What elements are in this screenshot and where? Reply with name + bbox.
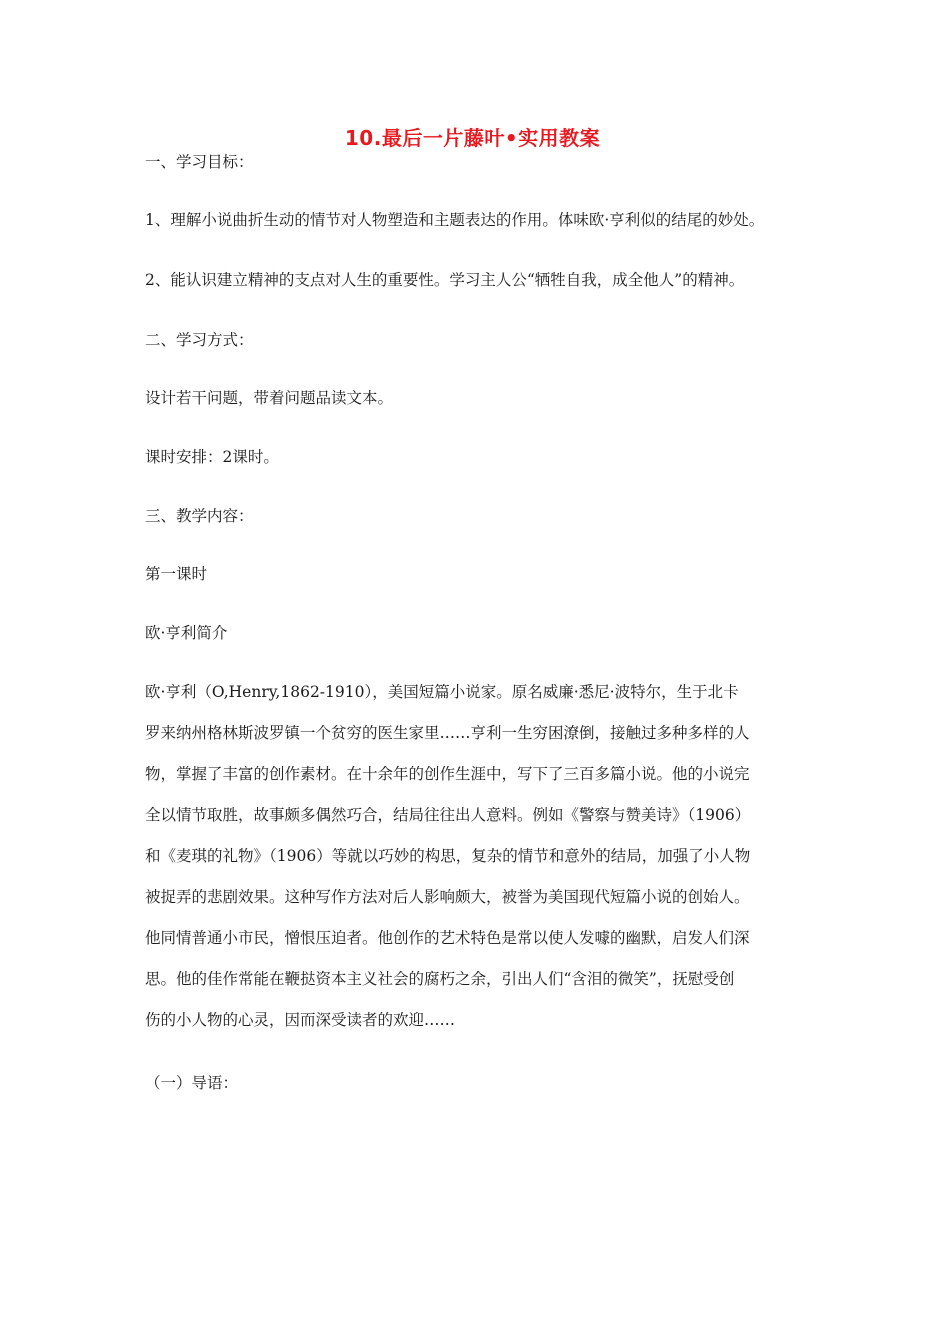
author-intro-paragraph xyxy=(145,672,810,1041)
paragraph-line: 全以情节取胜，故事颇多偶然巧合，结局往往出人意料。例如《警察与赞美诗》（1906） xyxy=(145,806,751,824)
paragraph-line: 罗来纳州格林斯波罗镇一个贫穷的医生家里……亨利一生穷困潦倒，接触过多种多样的人 xyxy=(145,724,750,742)
paragraph-line: 他同情普通小市民，憎恨压迫者。他创作的艺术特色是常以使人发噱的幽默，启发人们深 xyxy=(145,929,750,947)
schedule-text: 课时安排：2课时。 xyxy=(145,448,279,466)
lead-in-heading: （一）导语： xyxy=(145,1074,239,1092)
paragraph-line: 思。他的佳作常能在鞭挞资本主义社会的腐朽之余，引出人们“含泪的微笑”，抚慰受创 xyxy=(145,970,735,988)
method-heading: 二、学习方式： xyxy=(145,331,254,349)
paragraph-line: 被捉弄的悲剧效果。这种写作方法对后人影响颇大，被誉为美国现代短篇小说的创始人。 xyxy=(145,888,750,906)
method-text: 设计若干问题，带着问题品读文本。 xyxy=(145,389,394,407)
content-heading: 三、教学内容： xyxy=(145,507,254,525)
paragraph-line: 伤的小人物的心灵，因而深受读者的欢迎…… xyxy=(145,1011,456,1029)
paragraph-line: 物，掌握了丰富的创作素材。在十余年的创作生涯中，写下了三百多篇小说。他的小说完 xyxy=(145,765,750,783)
lesson-one-label: 第一课时 xyxy=(145,565,208,583)
paragraph-line: 欧·亨利（O,Henry,1862-1910），美国短篇小说家。原名威廉·悉尼·波特尔，生于北卡 xyxy=(145,683,739,701)
paragraph-line: 和《麦琪的礼物》（1906）等就以巧妙的构思，复杂的情节和意外的结局，加强了小人物 xyxy=(145,847,751,865)
intro-heading: 欧·亨利简介 xyxy=(145,624,228,642)
goals-heading: 一、学习目标： xyxy=(145,153,254,171)
document-title: 10.最后一片藤叶•实用教案 xyxy=(344,126,601,150)
goal-item-2: 2、能认识建立精神的支点对人生的重要性。学习主人公“牺牲自我，成全他人”的精神。 xyxy=(145,271,745,289)
goal-item-1: 1、理解小说曲折生动的情节对人物塑造和主题表达的作用。体味欧·亨利似的结尾的妙处。 xyxy=(145,211,765,229)
